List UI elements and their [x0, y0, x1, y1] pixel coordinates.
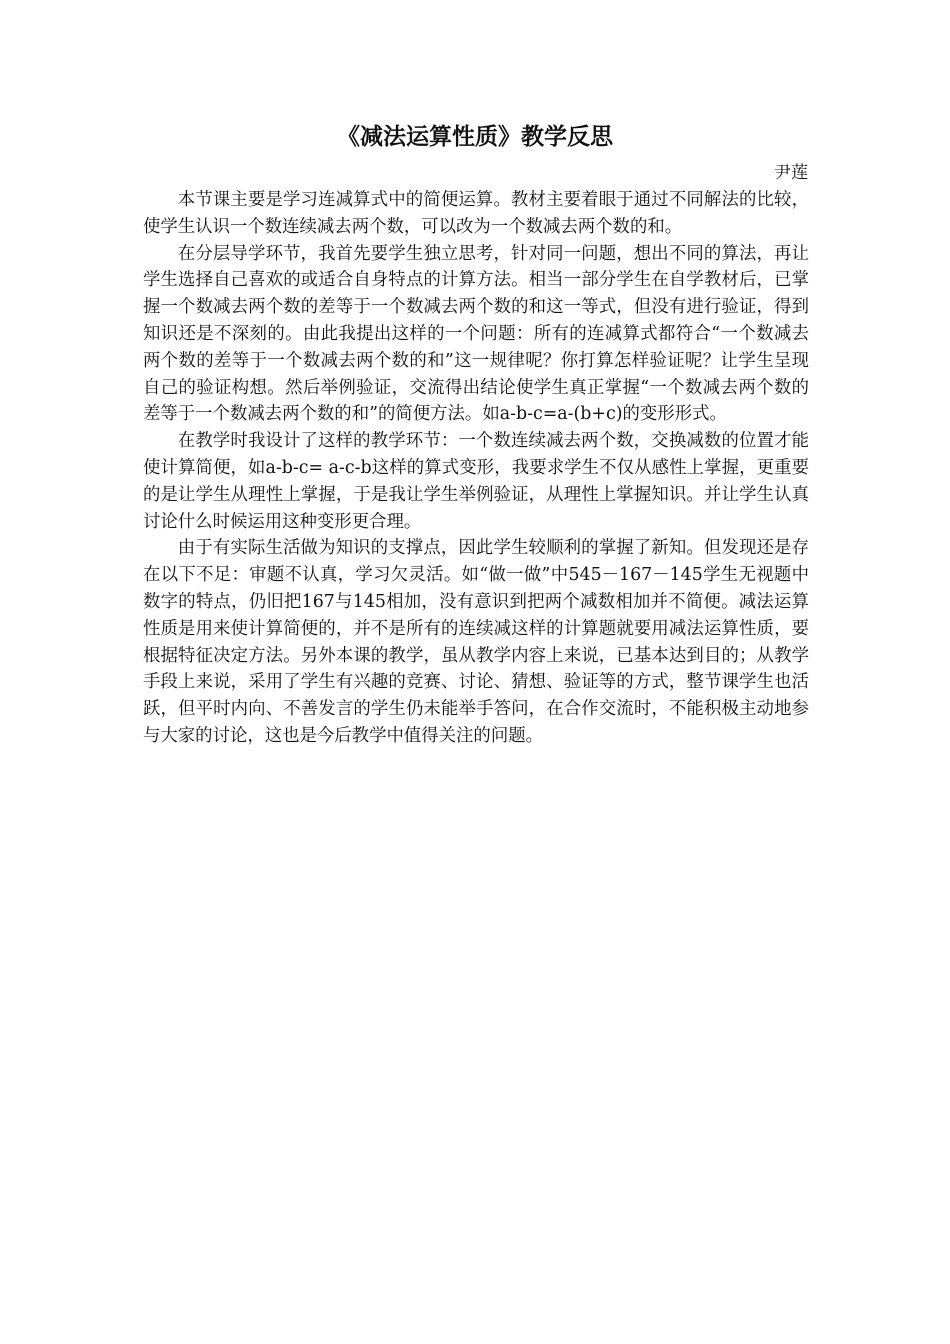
author-name: 尹莲	[774, 163, 808, 183]
paragraph-reflection: 由于有实际生活做为知识的支撑点，因此学生较顺利的掌握了新知。但发现还是存在以下不足：审题不认真，学习欠灵活。如“做一做”中545－167－145学生无视题中数字的特点，仍旧把167与145相加，没有意识到把两个减数相加并不简便。减法运算性质是用来使计算简便的，并不是所有的连续减这样的计算题就要用减法运算性质，要根据特征决定方法。另外本课的教学，虽从教学内容上来说，已基本达到目的；从教学手段上来说，采用了学生有兴趣的竞赛、讨论、猜想、验证等的方式，整节课学生也活跃，但平时内向、不善发言的学生仍未能举手答问，在合作交流时，不能积极主动地参与大家的讨论，这也是今后教学中值得关注的问题。	[143, 538, 809, 746]
paragraph-intro: 本节课主要是学习连减算式中的简便运算。教材主要着眼于通过不同解法的比较，使学生认识一个数连续减去两个数，可以改为一个数减去两个数的和。	[143, 190, 809, 237]
paragraph-teaching-design: 在教学时我设计了这样的教学环节：一个数连续减去两个数，交换减数的位置才能使计算简便，如a-b-c= a-c-b这样的算式变形，我要求学生不仅从感性上掌握，更重要的是让学生从理性上掌握，于是我让学生举例验证，从理性上掌握知识。并让学生认真讨论什么时候运用这种变形更合理。	[143, 431, 809, 532]
document-body	[143, 187, 809, 750]
document-title: 《减法运算性质》教学反思	[337, 123, 613, 150]
paragraph-layered-learning: 在分层导学环节，我首先要学生独立思考，针对同一问题，想出不同的算法，再让学生选择自己喜欢的或适合自身特点的计算方法。相当一部分学生在自学教材后，已掌握一个数减去两个数的差等于一个数减去两个数的和这一等式，但没有进行验证，得到知识还是不深刻的。由此我提出这样的一个问题：所有的连减算式都符合“一个数减去两个数的差等于一个数减去两个数的和”这一规律呢？你打算怎样验证呢？让学生呈现自己的验证构想。然后举例验证，交流得出结论使学生真正掌握“一个数减去两个数的差等于一个数减去两个数的和”的简便方法。如a-b-c=a-(b+c)的变形形式。	[143, 243, 809, 425]
